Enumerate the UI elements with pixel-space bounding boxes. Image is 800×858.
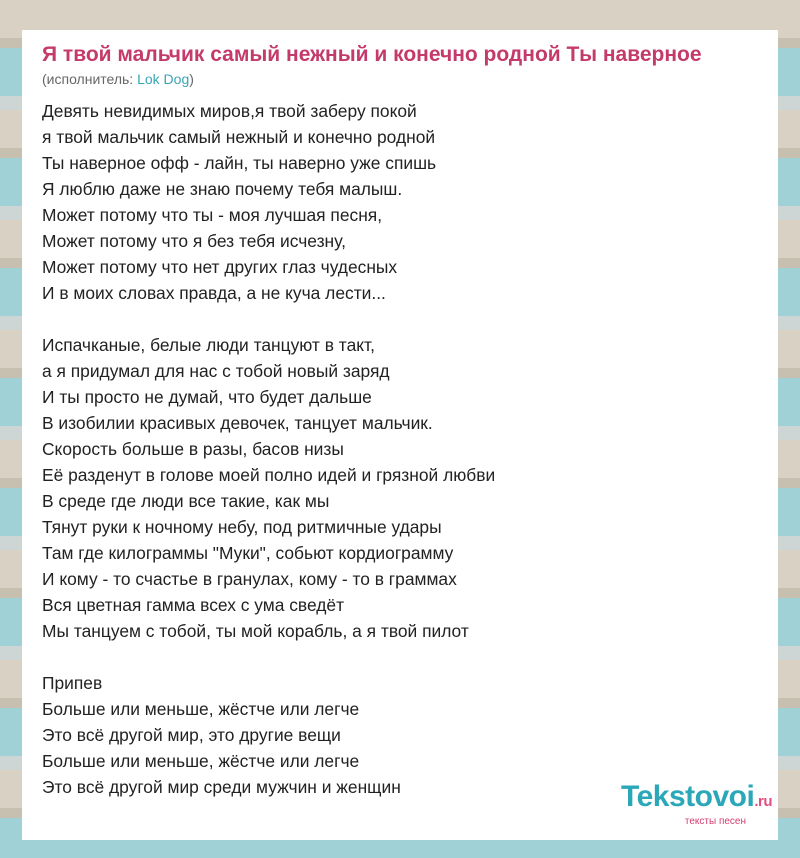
lyric-line: И ты просто не думай, что будет дальше — [42, 387, 372, 407]
logo-wordmark — [621, 781, 772, 818]
lyric-line: Тянут руки к ночному небу, под ритмичные удары — [42, 517, 442, 537]
lyric-line: Ты наверное офф - лайн, ты наверно уже спишь — [42, 153, 437, 173]
lyric-line: Может потому что нет других глаз чудесных — [42, 257, 398, 277]
artist-label: (исполнитель: — [42, 71, 138, 87]
lyric-line: Это всё другой мир, это другие вещи — [42, 725, 341, 745]
lyric-line: В изобилии красивых девочек, танцует мальчик. — [42, 413, 433, 433]
stanza-2 — [42, 332, 758, 644]
lyric-line: Может потому что ты - моя лучшая песня, — [42, 205, 383, 225]
artist-close: ) — [189, 71, 194, 87]
lyric-line: Скорость больше в разы, басов низы — [42, 439, 344, 459]
lyric-line: Больше или меньше, жёстче или легче — [42, 751, 360, 771]
lyric-line: Вся цветная гамма всех с ума сведёт — [42, 595, 345, 615]
logo-tld: .ru — [754, 793, 772, 810]
lyric-line: Испачканые, белые люди танцуют в такт, — [42, 335, 375, 355]
lyric-line: В среде где люди все такие, как мы — [42, 491, 330, 511]
lyrics-body — [42, 98, 758, 800]
lyric-line: И в моих словах правда, а не куча лести... — [42, 283, 386, 303]
lyric-line: а я придумал для нас с тобой новый заряд — [42, 361, 390, 381]
logo-main-text: Tekstovoi — [621, 780, 755, 813]
artist-link[interactable]: Lok Dog — [137, 71, 190, 87]
chorus-label: Припев — [42, 673, 103, 693]
artist-line — [42, 70, 758, 88]
lyric-line: Больше или меньше, жёстче или легче — [42, 699, 360, 719]
lyric-line: Может потому что я без тебя исчезну, — [42, 231, 346, 251]
lyrics-card — [22, 30, 778, 840]
lyric-line: Я люблю даже не знаю почему тебя малыш. — [42, 179, 403, 199]
site-logo[interactable] — [621, 781, 772, 828]
logo-tagline: тексты песен — [684, 816, 746, 827]
lyric-line: Там где килограммы "Муки", собьют кордиограмму — [42, 543, 454, 563]
lyric-line: Девять невидимых миров,я твой заберу покой — [42, 101, 417, 121]
lyric-line: Мы танцуем с тобой, ты мой корабль, а я твой пилот — [42, 621, 469, 641]
song-title: Я твой мальчик самый нежный и конечно родной Ты наверное — [42, 43, 702, 66]
lyric-line: я твой мальчик самый нежный и конечно родной — [42, 127, 436, 147]
lyric-line: И кому - то счастье в гранулах, кому - то в граммах — [42, 569, 457, 589]
stanza-1 — [42, 98, 758, 306]
lyric-line: Это всё другой мир среди мужчин и женщин — [42, 777, 401, 797]
lyric-line: Её разденут в голове моей полно идей и грязной любви — [42, 465, 496, 485]
